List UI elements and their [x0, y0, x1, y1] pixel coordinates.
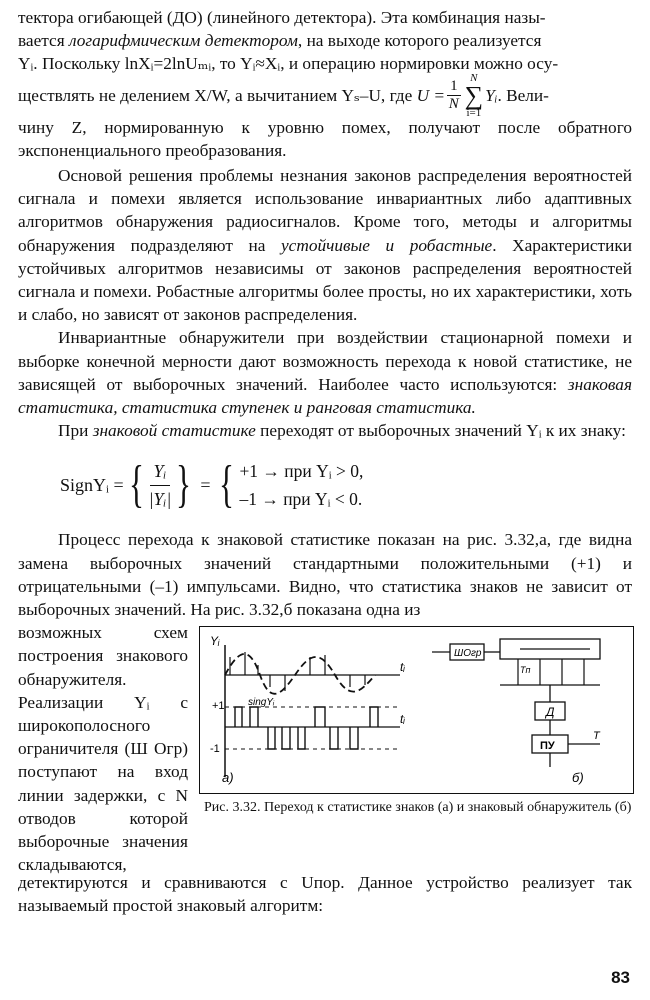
figure-3-32 — [199, 626, 634, 794]
d-label: Д — [546, 705, 555, 720]
case-positive: +1 → при Yᵢ > 0, — [239, 461, 364, 482]
t-label-top: tᵢ — [400, 660, 405, 675]
t-label-bottom: tᵢ — [400, 712, 405, 727]
paragraph-3 — [18, 326, 632, 419]
text: При — [58, 421, 93, 441]
sum-term: Yᵢ — [485, 86, 498, 105]
text: ществлять не делением X/W, а вычитанием Yₛ–U, где — [18, 86, 413, 105]
sign-pulses — [235, 707, 378, 749]
formula-eq: = — [200, 474, 211, 495]
y-label: Yᵢ — [210, 634, 220, 649]
frac-num: 1 — [447, 78, 461, 96]
paragraph-4 — [18, 419, 632, 442]
line-2 — [18, 29, 632, 52]
formula-lhs: SignYᵢ = — [60, 474, 124, 495]
line-1: тектора огибающей (ДО) (линейного детектора). Эта комбинация назы- — [18, 8, 546, 27]
figure-caption: Рис. 3.32. Переход к статистике знаков (а) и знаковый обнаружитель (б) — [204, 800, 632, 816]
shogr-label: ШОгр — [454, 648, 482, 660]
brace-cases: { — [219, 456, 235, 514]
figure-block — [18, 621, 632, 875]
formula-fraction — [149, 460, 172, 511]
text: , на выходе которого реализуется — [297, 31, 542, 51]
paragraph-6-rest: детектируются и сравниваются с Uпор. Данное устройство реализует так называемый простой знаковый алгоритм: — [18, 873, 632, 916]
fraction-1-n — [447, 78, 461, 113]
line-4 — [18, 71, 632, 119]
formula-den: |Yᵢ| — [148, 488, 172, 509]
sum-symbol — [465, 73, 484, 119]
text: Инвариантные обнаружители при воздействии стационарной помехи и выборке конечной мерности дают возможность перехода к новой статистике, не зависящей от выборочных значений. Наиболее часто используются: — [18, 328, 632, 394]
formula-num: Yᵢ — [150, 460, 171, 486]
text: Основой решения проблемы незнания законов распределения вероятностей сигнала и помехи является использование инвариантных либо адаптивных алгоритмов обнаружения радиосигналов. Кроме того, методы и алгоритмы обнаружения подразделяют на — [18, 166, 632, 255]
paragraph-2 — [18, 164, 632, 326]
text: вается — [18, 31, 69, 51]
wrapped-text: возможных схем построения знакового обнаружителя. Реализации Yᵢ с широкополосного ограничителя (Ш Огр) поступают на вход линии задержки, с N отводов которой выборочные значения складываются, — [18, 623, 188, 875]
brace-close: } — [176, 456, 192, 514]
minus-one-label: -1 — [210, 743, 220, 756]
tn-label: Tп — [520, 665, 531, 676]
frac-den: N — [448, 96, 459, 113]
sign-formula — [60, 452, 632, 518]
t-threshold-label: Т — [593, 730, 600, 743]
label-b: б) — [572, 770, 584, 786]
formula-cases — [239, 457, 363, 513]
label-a: а) — [222, 770, 234, 786]
sign-label: singYᵢ — [248, 697, 275, 709]
plus-one-label: +1 — [212, 700, 225, 713]
text: . Вели- — [497, 86, 549, 105]
eq-u: U = — [416, 86, 446, 105]
sum-bottom: i=1 — [466, 106, 482, 119]
sum-top: N — [470, 71, 478, 84]
page-number: 83 — [611, 968, 630, 987]
sigma: ∑ — [464, 80, 484, 110]
line-3: Yᵢ. Поскольку lnXᵢ=2lnUₘᵢ, то Yᵢ≈Xᵢ, и операцию нормировки можно осу- — [18, 54, 559, 74]
brace-open: { — [128, 456, 144, 514]
case-negative: –1 → при Yᵢ < 0. — [239, 489, 363, 510]
figure-svg — [200, 627, 633, 793]
page-text — [18, 6, 632, 918]
text: переходят от выборочных значений Yᵢ к их знаку: — [255, 421, 626, 441]
term-log-detector: логарифмическим детектором — [68, 31, 298, 51]
pu-label: ПУ — [540, 740, 555, 753]
line-5: чину Z, нормированную к уровню помех, получают после обратного экспоненциального преобразования. — [18, 117, 632, 160]
term-statistics: знаковая статистика, статистика ступенек и ранговая статистика. — [18, 374, 632, 418]
signal-wave — [225, 654, 375, 694]
term-robust: устойчивые и робастные — [281, 235, 493, 255]
term-sign-stat: знаковой статистике — [92, 421, 256, 441]
paragraph-5: Процесс перехода к знаковой статистике показан на рис. 3.32,а, где видна замена выборочных значений стандартными положительными (+1) и отрицательными (–1) импульсами. Видно, что статистика знаков не зависит от выборочных значений. На рис. 3.32,б показана одна из — [18, 530, 632, 620]
text: . Характеристики устойчивых алгоритмов независимы от законов распределения вероятностей сигнала и помехи. Робастные алгоритмы более просты, но их характеристики, хоть и слабо, но зависят от законов распределения. — [18, 235, 632, 325]
